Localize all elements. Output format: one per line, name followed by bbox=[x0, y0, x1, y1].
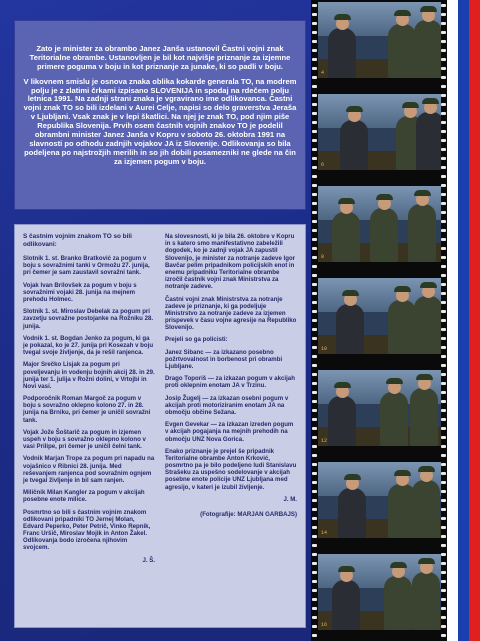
photo-figure-cap bbox=[338, 566, 355, 572]
sprocket-hole bbox=[441, 292, 446, 295]
sprocket-hole bbox=[441, 58, 446, 61]
sprocket-hole bbox=[441, 265, 446, 268]
photo-figure-cap bbox=[376, 194, 393, 200]
photo-figure bbox=[416, 112, 441, 170]
sprocket-hole bbox=[312, 580, 317, 583]
left-column-heading: S častnim vojnim znakom TO so bili odlikovani: bbox=[23, 233, 132, 248]
frame-number: 8 bbox=[321, 254, 325, 260]
honoree-paragraph: Podporočnik Roman Margoč za pogum v boju s sovražno oklepno kolono 27. in 28. junija na Brniku, pri čemer je uničil sovražni tank. bbox=[23, 395, 151, 424]
photo-frame bbox=[318, 370, 441, 446]
honoree-paragraph: Vodnik Marjan Trope za pogum pri napadu na vojašnico v Ribnici 28. junija. Med reševanjem ranjenca pod sovražnim ognjem je tvegal življenje in bil sam ranjen. bbox=[23, 455, 155, 484]
photo-figure bbox=[332, 212, 360, 262]
photo-figure bbox=[380, 392, 408, 446]
sprocket-hole bbox=[312, 283, 317, 286]
sprocket-hole bbox=[441, 103, 446, 106]
honoree-paragraph: Vojak Ivan Brilovšek za pogum v boju s sovražnimi vojaki 28. junija na mejnem prehodu Holmec. bbox=[23, 281, 137, 304]
honoree-paragraph: Miličnik Milan Kangler za pogum v akcijah posebne enote milice. bbox=[23, 489, 145, 504]
flag-blue-band bbox=[458, 0, 469, 641]
sprocket-hole bbox=[441, 256, 446, 259]
sprocket-hole bbox=[441, 409, 446, 412]
sprocket-hole bbox=[312, 625, 317, 628]
sprocket-hole bbox=[441, 517, 446, 520]
sprocket-hole bbox=[441, 193, 446, 196]
photo-figure bbox=[336, 304, 364, 354]
sprocket-hole bbox=[312, 184, 317, 187]
sprocket-hole bbox=[312, 112, 317, 115]
sprocket-hole bbox=[441, 535, 446, 538]
sprocket-hole bbox=[441, 571, 446, 574]
photo-figure-cap bbox=[402, 102, 419, 108]
intro-paragraph-2: V likovnem smislu je osnova znaka oblika kokarde generala TO, na modrem polju je z zlatimi črkami izpisano SLOVENIJA in spodaj na rdečem polju letnica 1991. Na zadnji strani znaka je vgravirano ime odlikovanca. Častni vojni znak TO so bili izdelani v Aurei Celje, napisi so delo graverstva Jeraša v Ljubljani. Vsak znak je v lepi škatlici. Na njej je znak TO, pod njim piše Republika Slovenija. Prvih osem častnih vojnih znakov TO je podelil obrambni minister Janez Janša v Kopru v soboto 26. oktobra 1991 na slavnosti po odhodu zadnjih vojakov JA iz Slovenije. Odlikovanja so bila podeljena po najstrožjih merilih in so jih dobili posamezniki ne glede na čin za izjemen pogum v boju. bbox=[23, 76, 297, 166]
sprocket-hole bbox=[312, 121, 317, 124]
photo-figure bbox=[384, 576, 412, 630]
sprocket-hole bbox=[312, 166, 317, 169]
photo-figure-cap bbox=[416, 374, 433, 380]
article-body bbox=[14, 224, 306, 628]
sprocket-hole bbox=[312, 238, 317, 241]
sprocket-hole bbox=[312, 337, 317, 340]
sprocket-hole bbox=[441, 589, 446, 592]
sprocket-hole bbox=[441, 616, 446, 619]
sprocket-hole bbox=[441, 238, 446, 241]
photo-figure-cap bbox=[334, 14, 351, 20]
photo-frame bbox=[318, 94, 441, 170]
sprocket-hole bbox=[312, 553, 317, 556]
sprocket-hole bbox=[312, 445, 317, 448]
flag-stripe bbox=[447, 0, 480, 641]
sprocket-hole bbox=[312, 427, 317, 430]
photo-figure-cap bbox=[418, 466, 435, 472]
sprocket-hole bbox=[312, 256, 317, 259]
sprocket-hole bbox=[312, 13, 317, 16]
sprocket-hole bbox=[441, 22, 446, 25]
recipient-paragraph: Drago Toporiš — za izkazan pogum v akcijah proti oklepnim enotam JA v Trzinu. bbox=[165, 375, 295, 390]
photo-figure-cap bbox=[418, 558, 435, 564]
sprocket-hole bbox=[441, 553, 446, 556]
sprocket-hole bbox=[312, 562, 317, 565]
sprocket-hole bbox=[441, 184, 446, 187]
photo-frame bbox=[318, 462, 441, 538]
ceremony-paragraph: Na slovesnosti, ki je bila 26. oktobre v Kopru in s katero smo manifestativno zabeležili dogodek, ko je zadnji vojak JA zapustil Slovenijo, je minister za notranje zadeve Igor Bavčar pelim pripadnikom policijskih enot in enemu pripadniku Teritorialne obrambe izročil častnik vojni znak Ministrstva za notranje zadeve. bbox=[165, 233, 296, 291]
sprocket-hole bbox=[312, 319, 317, 322]
sprocket-hole bbox=[312, 607, 317, 610]
sprocket-hole bbox=[312, 589, 317, 592]
sprocket-hole bbox=[312, 22, 317, 25]
frame-number: 10 bbox=[321, 346, 328, 352]
sprocket-hole bbox=[312, 193, 317, 196]
sprocket-hole bbox=[312, 274, 317, 277]
honoree-paragraph: Vodnik 1. st. Bogdan Jenko za pogum, ki ga je pokazal, ko je 27. junija pri Kosezah v boju tvegal svoje življenje, da je rešil ranjenca. bbox=[23, 334, 154, 357]
sprocket-hole bbox=[441, 373, 446, 376]
sprocket-hole bbox=[312, 526, 317, 529]
sprocket-hole bbox=[312, 148, 317, 151]
sprocket-hole bbox=[441, 211, 446, 214]
sprocket-hole bbox=[312, 400, 317, 403]
sprocket-hole bbox=[441, 436, 446, 439]
photo-figure-cap bbox=[394, 286, 411, 292]
sprocket-hole bbox=[441, 391, 446, 394]
sprocket-hole bbox=[312, 499, 317, 502]
sprocket-hole bbox=[441, 328, 446, 331]
sprocket-hole bbox=[312, 301, 317, 304]
sprocket-hole bbox=[441, 175, 446, 178]
sprocket-hole bbox=[441, 625, 446, 628]
sprocket-hole bbox=[312, 94, 317, 97]
flag-white-band bbox=[447, 0, 458, 641]
sprocket-hole bbox=[312, 508, 317, 511]
sprocket-hole bbox=[312, 49, 317, 52]
sprocket-hole bbox=[441, 508, 446, 511]
sprocket-hole bbox=[312, 220, 317, 223]
sprocket-hole bbox=[312, 634, 317, 637]
frame-number: 14 bbox=[321, 530, 328, 536]
sprocket-hole bbox=[441, 607, 446, 610]
sprocket-hole bbox=[441, 400, 446, 403]
sprocket-hole bbox=[441, 427, 446, 430]
sprocket-hole bbox=[441, 319, 446, 322]
photo-figure-cap bbox=[338, 198, 355, 204]
honoree-paragraph: Vojak Jože Šoštarič za pogum in izjemen uspeh v boju s sovražno oklepno kolono v vasi Prilipe, pri čemer je uničil čelni tank. bbox=[23, 428, 146, 451]
sprocket-hole bbox=[312, 544, 317, 547]
sprocket-hole bbox=[312, 364, 317, 367]
photo-figure-cap bbox=[342, 290, 359, 296]
photo-figure bbox=[370, 208, 398, 262]
sprocket-hole bbox=[312, 355, 317, 358]
sprocket-hole bbox=[312, 598, 317, 601]
recipient-paragraph: Enako priznanje je prejel še pripadnik Teritorialne obrambe Anton Krković, posmrtno pa je bilo podeljeno ludi Stanislavu Strašeku za uspešno sodelovanje v akcijah posebne enote policije UNZ Ljubljana med agresijo, v kateri je izubil življenje. bbox=[165, 447, 297, 491]
sprocket-hole bbox=[441, 490, 446, 493]
left-column bbox=[23, 233, 155, 564]
sprocket-hole bbox=[441, 148, 446, 151]
sprocket-hole bbox=[441, 94, 446, 97]
sprocket-hole bbox=[441, 310, 446, 313]
sprocket-hole bbox=[312, 490, 317, 493]
photo-frame bbox=[318, 2, 441, 78]
posthumous-paragraph: Posmrtno so bili s častnim vojnim znakom odlikovani pripadniki TO Jernej Molan, Edvard Peperko, Peter Petrič, Vinko Repnik, Franc Uršič, Miroslav Mojik in Anton Žakel. Odlikovanja bodo izročena njihovim svojcem. bbox=[23, 508, 151, 552]
film-strip bbox=[311, 0, 447, 641]
sprocket-hole bbox=[441, 355, 446, 358]
photo-figure-cap bbox=[394, 470, 411, 476]
frame-number: 4 bbox=[321, 70, 325, 76]
sprocket-hole bbox=[312, 346, 317, 349]
intro-paragraph-1: Zato je minister za obrambo Janez Janša ustanovil Častni vojni znak Teritorialne obrambe. Ustanovljen je bil kot najvišje priznanje za izjemne primere poguma v boju in kot priznanje za junake, ki so padli v boju. bbox=[29, 44, 291, 71]
sprocket-hole bbox=[312, 418, 317, 421]
sprocket-hole bbox=[441, 112, 446, 115]
sprocket-hole bbox=[312, 157, 317, 160]
photo-figure bbox=[332, 580, 360, 630]
photo-frame bbox=[318, 278, 441, 354]
photo-figure bbox=[414, 296, 441, 354]
sprocket-hole bbox=[441, 157, 446, 160]
sprocket-hole bbox=[441, 544, 446, 547]
photo-figure-cap bbox=[414, 190, 431, 196]
sprocket-hole bbox=[312, 373, 317, 376]
sprocket-hole bbox=[441, 346, 446, 349]
sprocket-hole bbox=[312, 454, 317, 457]
right-signature: J. M. bbox=[283, 495, 297, 503]
recipient-paragraph: Janez Sibanc — za izkazano posebno požrtvovalnost in borbenost pri obrambi Ljubljane. bbox=[165, 348, 283, 370]
intro-box bbox=[14, 20, 306, 210]
honoree-paragraph: Slotnik 1. st. Branko Bratković za pogum v boju s sovražnimi tanki v Ormožu 27. junija, pri čemer je sam zaustavil sovražni tank. bbox=[23, 255, 150, 277]
photo-figure bbox=[338, 488, 366, 538]
sprocket-hole bbox=[441, 121, 446, 124]
honoree-paragraph: Major Srečko Lisjak za pogum pri povelјevanju in vodenju bojnih akcij 28. in 29. junija ter 1. julija v Rožni dolini, v Vrtojbi in Novi vasi. bbox=[23, 361, 155, 390]
photo-frame bbox=[318, 186, 441, 262]
photo-figure-cap bbox=[346, 106, 363, 112]
sprocket-hole bbox=[441, 418, 446, 421]
sprocket-hole bbox=[312, 40, 317, 43]
sprocket-hole bbox=[312, 247, 317, 250]
photo-figure-cap bbox=[422, 98, 439, 104]
sprocket-hole bbox=[441, 49, 446, 52]
sprocket-hole bbox=[312, 229, 317, 232]
honoree-paragraph: Slotnik 1. st. Miroslav Debelak za pogum pri zavzetju sovražne postojanke na Rožniku 28. junija. bbox=[23, 308, 154, 330]
sprocket-hole bbox=[312, 436, 317, 439]
sprocket-hole bbox=[441, 67, 446, 70]
sprocket-hole bbox=[312, 58, 317, 61]
sprocket-hole bbox=[441, 580, 446, 583]
photo-figure bbox=[328, 396, 356, 446]
sprocket-hole bbox=[441, 301, 446, 304]
left-signature: J. Š. bbox=[142, 556, 155, 564]
sprocket-hole bbox=[441, 499, 446, 502]
recipient-paragraph: Evgen Gevekar — za izkazan izreden pogum v akcijah pogajanja na mejnih prehodih na območju UNZ Nova Gorica. bbox=[165, 421, 294, 443]
sprocket-hole bbox=[441, 445, 446, 448]
sprocket-hole bbox=[312, 463, 317, 466]
sprocket-hole bbox=[441, 40, 446, 43]
photo-figure bbox=[388, 24, 416, 78]
sprocket-hole bbox=[312, 4, 317, 7]
sprocket-hole bbox=[441, 220, 446, 223]
photo-figure bbox=[414, 20, 441, 78]
sprocket-hole bbox=[441, 13, 446, 16]
sprocket-hole bbox=[441, 247, 446, 250]
photo-figure-cap bbox=[334, 382, 351, 388]
sprocket-hole bbox=[312, 391, 317, 394]
sprocket-hole bbox=[441, 85, 446, 88]
sprocket-hole bbox=[312, 571, 317, 574]
sprocket-hole bbox=[312, 103, 317, 106]
photo-figure bbox=[410, 388, 438, 446]
sprocket-hole bbox=[312, 409, 317, 412]
flag-red-band bbox=[469, 0, 480, 641]
sprocket-hole bbox=[441, 526, 446, 529]
sprocket-hole bbox=[312, 472, 317, 475]
sprocket-hole bbox=[441, 31, 446, 34]
sprocket-hole bbox=[441, 283, 446, 286]
sprocket-hole bbox=[441, 337, 446, 340]
sprocket-hole bbox=[441, 130, 446, 133]
sprocket-hole bbox=[312, 328, 317, 331]
right-column bbox=[165, 233, 297, 523]
photo-figure-cap bbox=[420, 282, 437, 288]
recipient-paragraph: Josip Žugelj — za izkazan osebni pogum v akcijah proti motoriziranim enotam JA na območju občine Sežana. bbox=[165, 394, 289, 416]
photo-figure bbox=[328, 28, 356, 78]
sprocket-hole bbox=[312, 265, 317, 268]
sprocket-hole bbox=[312, 616, 317, 619]
sprocket-hole bbox=[441, 598, 446, 601]
photo-figure-cap bbox=[420, 6, 437, 12]
photo-credits: (Fotografije: MARJAN GARBAJS) bbox=[200, 511, 297, 518]
photo-figure-cap bbox=[390, 562, 407, 568]
award-description: Častni vojni znak Ministrstva za notranje zadeve je priznanje, ki ga podeljuje Ministrstvo za notranje zadeve za izjemen prispevek v času vojne agresije na Republiko Slovenijo. bbox=[165, 295, 297, 332]
sprocket-hole bbox=[312, 67, 317, 70]
photo-figure bbox=[412, 572, 440, 630]
sprocket-hole bbox=[441, 382, 446, 385]
sprocket-hole bbox=[312, 85, 317, 88]
photo-figure-cap bbox=[386, 378, 403, 384]
sprocket-hole bbox=[312, 175, 317, 178]
recipients-heading: Prejeli so ga policisti: bbox=[165, 336, 228, 344]
sprocket-hole bbox=[312, 310, 317, 313]
sprocket-hole bbox=[441, 4, 446, 7]
sprocket-hole bbox=[441, 274, 446, 277]
sprocket-hole bbox=[441, 76, 446, 79]
photo-figure bbox=[388, 300, 416, 354]
photo-figure bbox=[412, 480, 440, 538]
photo-figure bbox=[408, 204, 436, 262]
sprocket-hole bbox=[441, 229, 446, 232]
sprocket-hole bbox=[441, 139, 446, 142]
photo-frame bbox=[318, 554, 441, 630]
frame-number: 12 bbox=[321, 438, 328, 444]
frame-number: 16 bbox=[321, 622, 328, 628]
sprocket-hole bbox=[312, 382, 317, 385]
photo-figure-cap bbox=[344, 474, 361, 480]
sprocket-hole bbox=[312, 517, 317, 520]
sprocket-hole bbox=[441, 166, 446, 169]
sprocket-hole bbox=[441, 454, 446, 457]
sprocket-hole bbox=[441, 364, 446, 367]
sprocket-hole bbox=[441, 562, 446, 565]
sprocket-hole bbox=[312, 211, 317, 214]
sprocket-hole bbox=[312, 535, 317, 538]
sprocket-hole bbox=[312, 139, 317, 142]
sprocket-hole bbox=[441, 472, 446, 475]
photo-figure bbox=[340, 120, 368, 170]
sprocket-hole bbox=[441, 202, 446, 205]
sprocket-hole bbox=[441, 481, 446, 484]
sprocket-hole bbox=[441, 634, 446, 637]
sprocket-hole bbox=[312, 481, 317, 484]
sprocket-hole bbox=[312, 202, 317, 205]
sprocket-hole bbox=[312, 31, 317, 34]
photo-figure-cap bbox=[394, 10, 411, 16]
frame-number: 6 bbox=[321, 162, 325, 168]
sprocket-hole bbox=[312, 292, 317, 295]
sprocket-hole bbox=[441, 463, 446, 466]
sprocket-hole bbox=[312, 130, 317, 133]
sprocket-hole bbox=[312, 76, 317, 79]
